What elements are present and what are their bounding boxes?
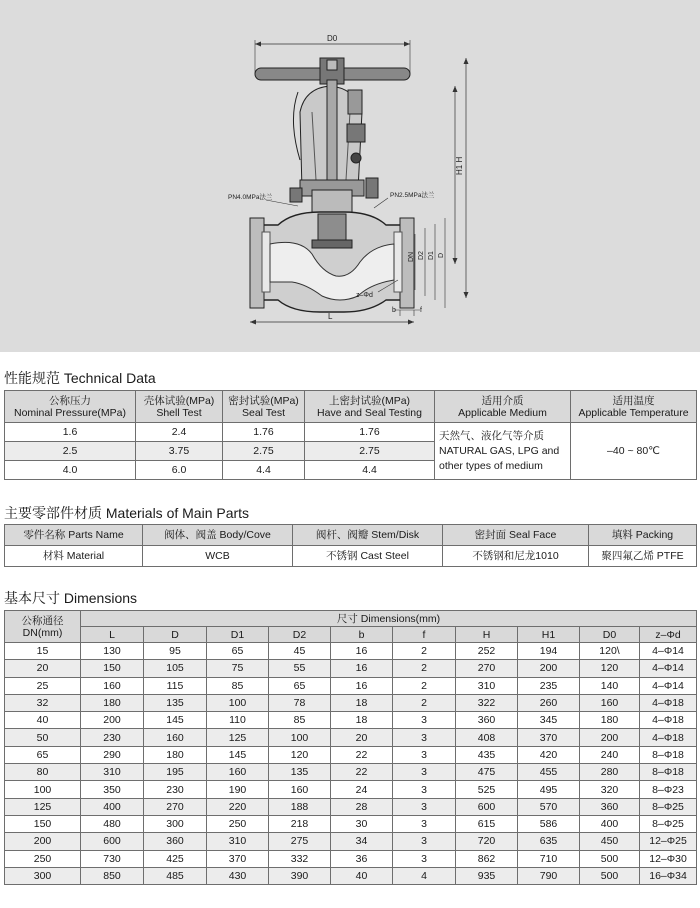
table-cell: 220 [207,798,269,815]
table-row [5,833,697,850]
table-cell: 12–Φ25 [640,833,697,850]
table-cell: 4–Φ14 [640,643,697,660]
label-l: L [328,312,333,321]
materials-title: 主要零部件材质 Materials of Main Parts [4,505,250,521]
table-cell: 4–Φ18 [640,712,697,729]
table-cell: 135 [269,764,331,781]
table-cell: 8–Φ18 [640,746,697,763]
header-applicable-temperature: 适用温度 Applicable Temperature [571,391,697,423]
header-shell-test: 壳体试验(MPa) Shell Test [136,391,223,423]
table-cell: 24 [331,781,393,798]
table-cell: 50 [5,729,81,746]
table-row [5,643,697,660]
table-cell: 65 [5,746,81,763]
table-cell: 240 [580,746,640,763]
materials-table [4,524,697,567]
table-cell: 2 [393,643,456,660]
table-cell: 150 [5,815,81,832]
table-cell: 360 [144,833,207,850]
table-cell: 425 [144,850,207,867]
header-upper-seal-test: 上密封试验(MPa) Have and Seal Testing [305,391,435,423]
label-b: b [392,307,396,314]
table-cell: 16 [331,677,393,694]
table-cell: 80 [5,764,81,781]
table-cell: 370 [207,850,269,867]
table-cell: 230 [81,729,144,746]
table-cell: 22 [331,746,393,763]
header-packing: 填料 Packing [589,525,697,546]
table-cell: 160 [580,694,640,711]
header-col-7: H1 [518,627,580,643]
table-cell: 270 [456,660,518,677]
table-cell: 790 [518,867,580,884]
table-cell: 500 [580,850,640,867]
header-col-1: D [144,627,207,643]
table-cell: 345 [518,712,580,729]
table-cell: 190 [207,781,269,798]
table-cell: 400 [580,815,640,832]
table-cell: 34 [331,833,393,850]
label-h1-h: H1 H [455,156,464,175]
table-cell: 635 [518,833,580,850]
table-cell: 310 [207,833,269,850]
table-row [5,781,697,798]
table-cell: 120\ [580,643,640,660]
table-cell: 140 [580,677,640,694]
table-cell: 600 [81,833,144,850]
table-cell: 4–Φ14 [640,677,697,694]
table-cell: 110 [207,712,269,729]
table-cell: 18 [331,712,393,729]
table-cell: 100 [5,781,81,798]
table-cell: 45 [269,643,331,660]
table-cell: 18 [331,694,393,711]
table-cell: 2 [393,660,456,677]
table-cell: 300 [144,815,207,832]
table-cell: 3 [393,729,456,746]
table-cell: 615 [456,815,518,832]
table-cell: 16 [331,643,393,660]
table-cell: 430 [207,867,269,884]
header-dn: 公称通径 DN(mm) [5,611,81,643]
table-cell: 730 [81,850,144,867]
table-cell: 20 [5,660,81,677]
table-row [5,712,697,729]
table-row [5,660,697,677]
table-cell: 22 [331,764,393,781]
header-nominal-pressure: 公称压力 Nominal Pressure(MPa) [5,391,136,423]
table-cell: 455 [518,764,580,781]
table-cell: 310 [456,677,518,694]
table-cell: 300 [5,867,81,884]
table-cell: 230 [144,781,207,798]
table-cell: 850 [81,867,144,884]
table-cell: 2 [393,694,456,711]
table-cell: 200 [5,833,81,850]
table-cell: 25 [5,677,81,694]
dimensions-title: 基本尺寸 Dimensions [4,590,138,606]
table-row: 材料 Material WCB 不锈钢 Cast Steel 不锈钢和尼龙1010 聚四氟乙烯 PTFE [5,546,697,567]
table-cell: 195 [144,764,207,781]
table-cell: 130 [81,643,144,660]
table-cell: 360 [456,712,518,729]
header-seal-face: 密封面 Seal Face [443,525,589,546]
label-d0: D0 [327,34,338,43]
table-cell: 280 [580,764,640,781]
table-row [5,746,697,763]
table-cell: 188 [269,798,331,815]
table-cell: 4–Φ14 [640,660,697,677]
table-row: 1.6 2.4 1.76 1.76 天然气、液化气等介质 NATURAL GAS, LPG and other types of medium –40 ~ 80℃ [5,423,697,442]
table-cell: 260 [518,694,580,711]
header-dimensions-group: 尺寸 Dimensions(mm) [81,611,697,627]
table-cell: 75 [207,660,269,677]
label-d: D [438,252,445,258]
table-row: 2.5 3.75 2.75 2.75 [5,442,697,461]
table-cell: 3 [393,712,456,729]
table-cell: 360 [580,798,640,815]
header-stem-disk: 阀杆、阀瓣 Stem/Disk [293,525,443,546]
table-cell: 3 [393,850,456,867]
table-cell: 350 [81,781,144,798]
table-cell: 320 [580,781,640,798]
table-cell: 95 [144,643,207,660]
table-row [5,850,697,867]
table-cell: 935 [456,867,518,884]
header-seal-test: 密封试验(MPa) Seal Test [223,391,305,423]
table-cell: 115 [144,677,207,694]
header-col-8: D0 [580,627,640,643]
table-cell: 100 [269,729,331,746]
table-cell: 218 [269,815,331,832]
table-cell: 480 [81,815,144,832]
table-cell: 290 [81,746,144,763]
table-cell: 145 [144,712,207,729]
label-pn25: PN2.5MPa法兰 [390,192,435,199]
header-col-2: D1 [207,627,269,643]
table-cell: 500 [580,867,640,884]
table-cell: 525 [456,781,518,798]
table-cell: 390 [269,867,331,884]
label-dn: DN [408,251,415,262]
table-cell: 135 [144,694,207,711]
temperature-cell: –40 ~ 80℃ [571,423,697,480]
table-cell: 85 [207,677,269,694]
label-z-phi-d: z–Φd [356,292,373,299]
table-cell: 400 [81,798,144,815]
table-cell: 435 [456,746,518,763]
table-cell: 3 [393,815,456,832]
table-cell: 30 [331,815,393,832]
medium-cell: 天然气、液化气等介质 NATURAL GAS, LPG and other types of medium [435,423,571,480]
table-cell: 3 [393,781,456,798]
table-cell: 408 [456,729,518,746]
header-applicable-medium: 适用介质 Applicable Medium [435,391,571,423]
table-cell: 65 [269,677,331,694]
table-row [5,867,697,884]
table-cell: 78 [269,694,331,711]
table-cell: 862 [456,850,518,867]
table-cell: 3 [393,833,456,850]
header-col-3: D2 [269,627,331,643]
table-cell: 8–Φ23 [640,781,697,798]
table-cell: 180 [144,746,207,763]
table-cell: 720 [456,833,518,850]
technical-data-table [4,390,697,480]
table-cell: 120 [269,746,331,763]
table-cell: 160 [269,781,331,798]
table-cell: 250 [207,815,269,832]
valve-drawing-panel [0,0,700,352]
table-row [5,677,697,694]
table-cell: 420 [518,746,580,763]
table-cell: 125 [5,798,81,815]
header-col-4: b [331,627,393,643]
table-cell: 150 [81,660,144,677]
label-pn4: PN4.0MPa法兰 [228,194,273,201]
label-f: f [420,307,422,314]
header-parts-name: 零件名称 Parts Name [5,525,143,546]
table-cell: 570 [518,798,580,815]
table-cell: 200 [81,712,144,729]
dimensions-table [4,610,697,885]
label-d2: D2 [418,251,425,260]
table-cell: 55 [269,660,331,677]
table-cell: 65 [207,643,269,660]
table-cell: 200 [580,729,640,746]
table-cell: 475 [456,764,518,781]
table-cell: 275 [269,833,331,850]
table-cell: 252 [456,643,518,660]
table-cell: 145 [207,746,269,763]
table-cell: 105 [144,660,207,677]
table-cell: 100 [207,694,269,711]
header-col-6: H [456,627,518,643]
table-cell: 194 [518,643,580,660]
table-cell: 2 [393,677,456,694]
table-cell: 20 [331,729,393,746]
table-cell: 15 [5,643,81,660]
table-cell: 485 [144,867,207,884]
table-row [5,815,697,832]
table-cell: 16–Φ34 [640,867,697,884]
table-cell: 28 [331,798,393,815]
table-cell: 125 [207,729,269,746]
table-cell: 16 [331,660,393,677]
table-cell: 450 [580,833,640,850]
table-row [5,764,697,781]
table-cell: 160 [81,677,144,694]
table-row: 4.0 6.0 4.4 4.4 [5,461,697,480]
table-cell: 370 [518,729,580,746]
table-cell: 4 [393,867,456,884]
table-cell: 12–Φ30 [640,850,697,867]
header-col-5: f [393,627,456,643]
table-cell: 250 [5,850,81,867]
table-cell: 85 [269,712,331,729]
table-cell: 8–Φ18 [640,764,697,781]
table-cell: 322 [456,694,518,711]
header-col-0: L [81,627,144,643]
label-d1: D1 [428,251,435,260]
table-cell: 310 [81,764,144,781]
table-cell: 8–Φ25 [640,815,697,832]
table-cell: 600 [456,798,518,815]
table-cell: 120 [580,660,640,677]
table-cell: 270 [144,798,207,815]
table-cell: 4–Φ18 [640,729,697,746]
table-row [5,798,697,815]
table-cell: 36 [331,850,393,867]
table-cell: 4–Φ18 [640,694,697,711]
header-body-cove: 阀体、阀盖 Body/Cove [143,525,293,546]
table-cell: 40 [5,712,81,729]
table-cell: 200 [518,660,580,677]
table-cell: 180 [81,694,144,711]
table-row [5,729,697,746]
table-cell: 3 [393,798,456,815]
table-cell: 180 [580,712,640,729]
table-cell: 586 [518,815,580,832]
table-cell: 8–Φ25 [640,798,697,815]
valve-cross-section-drawing [0,0,700,352]
technical-data-title: 性能规范 Technical Data [4,370,156,386]
table-row [5,694,697,711]
table-cell: 3 [393,746,456,763]
table-cell: 235 [518,677,580,694]
table-cell: 710 [518,850,580,867]
table-cell: 495 [518,781,580,798]
table-cell: 160 [144,729,207,746]
table-cell: 3 [393,764,456,781]
table-cell: 160 [207,764,269,781]
table-cell: 32 [5,694,81,711]
header-col-9: z–Φd [640,627,697,643]
table-cell: 332 [269,850,331,867]
table-cell: 40 [331,867,393,884]
